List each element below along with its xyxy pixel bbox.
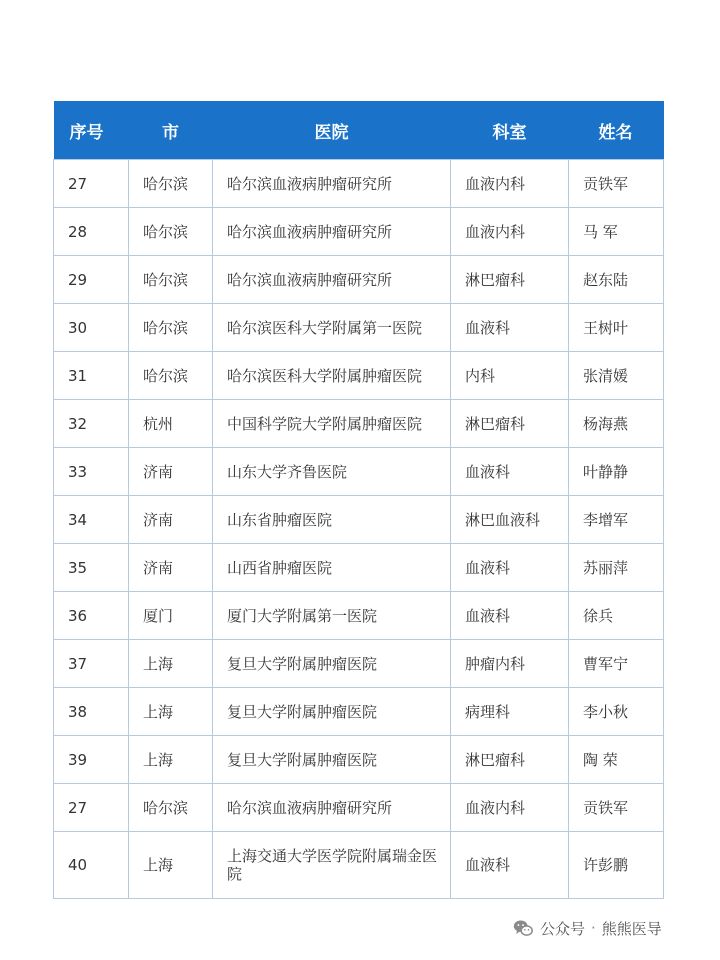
cell-department: 血液内科 bbox=[451, 784, 569, 832]
cell-hospital: 哈尔滨血液病肿瘤研究所 bbox=[213, 160, 451, 208]
cell-hospital: 山西省肿瘤医院 bbox=[213, 544, 451, 592]
cell-hospital: 复旦大学附属肿瘤医院 bbox=[213, 688, 451, 736]
cell-department: 内科 bbox=[451, 352, 569, 400]
table-row bbox=[54, 352, 664, 400]
cell-index: 34 bbox=[54, 496, 129, 544]
cell-city: 哈尔滨 bbox=[129, 784, 213, 832]
table-row bbox=[54, 592, 664, 640]
cell-hospital: 哈尔滨血液病肿瘤研究所 bbox=[213, 784, 451, 832]
cell-department: 病理科 bbox=[451, 688, 569, 736]
cell-department: 血液科 bbox=[451, 544, 569, 592]
cell-index: 30 bbox=[54, 304, 129, 352]
cell-city: 杭州 bbox=[129, 400, 213, 448]
cell-city: 哈尔滨 bbox=[129, 256, 213, 304]
table-row bbox=[54, 208, 664, 256]
cell-department: 血液科 bbox=[451, 448, 569, 496]
watermark-account: 熊熊医导 bbox=[601, 919, 662, 938]
cell-name: 马 军 bbox=[569, 208, 664, 256]
wechat-icon bbox=[512, 917, 534, 939]
cell-hospital: 复旦大学附属肿瘤医院 bbox=[213, 736, 451, 784]
cell-city: 上海 bbox=[129, 640, 213, 688]
cell-index: 31 bbox=[54, 352, 129, 400]
cell-hospital: 哈尔滨血液病肿瘤研究所 bbox=[213, 256, 451, 304]
watermark-prefix: 公众号 bbox=[540, 919, 586, 938]
cell-city: 上海 bbox=[129, 688, 213, 736]
header-hospital: 医院 bbox=[213, 101, 451, 160]
table-body bbox=[54, 160, 664, 899]
cell-department: 血液内科 bbox=[451, 160, 569, 208]
cell-hospital: 上海交通大学医学院附属瑞金医院 bbox=[213, 832, 451, 899]
table-row bbox=[54, 400, 664, 448]
header-city: 市 bbox=[129, 101, 213, 160]
table-row bbox=[54, 160, 664, 208]
cell-index: 39 bbox=[54, 736, 129, 784]
cell-name: 苏丽萍 bbox=[569, 544, 664, 592]
cell-name: 贡铁军 bbox=[569, 160, 664, 208]
cell-department: 血液科 bbox=[451, 304, 569, 352]
hospital-table bbox=[53, 101, 664, 899]
cell-hospital: 厦门大学附属第一医院 bbox=[213, 592, 451, 640]
cell-index: 29 bbox=[54, 256, 129, 304]
cell-city: 哈尔滨 bbox=[129, 208, 213, 256]
cell-name: 张清媛 bbox=[569, 352, 664, 400]
cell-hospital: 山东大学齐鲁医院 bbox=[213, 448, 451, 496]
cell-name: 叶静静 bbox=[569, 448, 664, 496]
cell-index: 40 bbox=[54, 832, 129, 899]
cell-name: 王树叶 bbox=[569, 304, 664, 352]
wechat-watermark bbox=[512, 916, 662, 940]
cell-index: 32 bbox=[54, 400, 129, 448]
cell-index: 37 bbox=[54, 640, 129, 688]
cell-department: 淋巴瘤科 bbox=[451, 400, 569, 448]
table-row bbox=[54, 640, 664, 688]
cell-department: 淋巴瘤科 bbox=[451, 736, 569, 784]
cell-city: 上海 bbox=[129, 832, 213, 899]
cell-hospital: 复旦大学附属肿瘤医院 bbox=[213, 640, 451, 688]
cell-hospital: 哈尔滨血液病肿瘤研究所 bbox=[213, 208, 451, 256]
cell-name: 赵东陆 bbox=[569, 256, 664, 304]
table-row bbox=[54, 688, 664, 736]
cell-department: 淋巴瘤科 bbox=[451, 256, 569, 304]
cell-index: 27 bbox=[54, 784, 129, 832]
table-row bbox=[54, 256, 664, 304]
cell-name: 曹军宁 bbox=[569, 640, 664, 688]
cell-city: 哈尔滨 bbox=[129, 352, 213, 400]
cell-name: 陶 荣 bbox=[569, 736, 664, 784]
cell-hospital: 哈尔滨医科大学附属肿瘤医院 bbox=[213, 352, 451, 400]
table-row bbox=[54, 544, 664, 592]
cell-index: 28 bbox=[54, 208, 129, 256]
cell-department: 血液科 bbox=[451, 832, 569, 899]
cell-department: 肿瘤内科 bbox=[451, 640, 569, 688]
cell-city: 哈尔滨 bbox=[129, 160, 213, 208]
cell-city: 厦门 bbox=[129, 592, 213, 640]
table-row bbox=[54, 832, 664, 899]
header-index: 序号 bbox=[54, 101, 129, 160]
table-row bbox=[54, 304, 664, 352]
cell-name: 李增军 bbox=[569, 496, 664, 544]
cell-department: 血液科 bbox=[451, 592, 569, 640]
table-header-row bbox=[54, 101, 664, 160]
cell-name: 杨海燕 bbox=[569, 400, 664, 448]
table-row bbox=[54, 736, 664, 784]
cell-hospital: 哈尔滨医科大学附属第一医院 bbox=[213, 304, 451, 352]
header-department: 科室 bbox=[451, 101, 569, 160]
header-name: 姓名 bbox=[569, 101, 664, 160]
cell-department: 血液内科 bbox=[451, 208, 569, 256]
table-row bbox=[54, 496, 664, 544]
cell-city: 济南 bbox=[129, 544, 213, 592]
cell-hospital: 山东省肿瘤医院 bbox=[213, 496, 451, 544]
cell-hospital: 中国科学院大学附属肿瘤医院 bbox=[213, 400, 451, 448]
cell-city: 上海 bbox=[129, 736, 213, 784]
cell-index: 27 bbox=[54, 160, 129, 208]
watermark-separator: · bbox=[591, 919, 596, 937]
cell-index: 36 bbox=[54, 592, 129, 640]
table-row bbox=[54, 784, 664, 832]
cell-name: 李小秋 bbox=[569, 688, 664, 736]
cell-index: 33 bbox=[54, 448, 129, 496]
cell-city: 济南 bbox=[129, 496, 213, 544]
table-row bbox=[54, 448, 664, 496]
cell-department: 淋巴血液科 bbox=[451, 496, 569, 544]
cell-index: 35 bbox=[54, 544, 129, 592]
cell-index: 38 bbox=[54, 688, 129, 736]
cell-name: 徐兵 bbox=[569, 592, 664, 640]
cell-city: 济南 bbox=[129, 448, 213, 496]
cell-name: 贡铁军 bbox=[569, 784, 664, 832]
cell-name: 许彭鹏 bbox=[569, 832, 664, 899]
cell-city: 哈尔滨 bbox=[129, 304, 213, 352]
